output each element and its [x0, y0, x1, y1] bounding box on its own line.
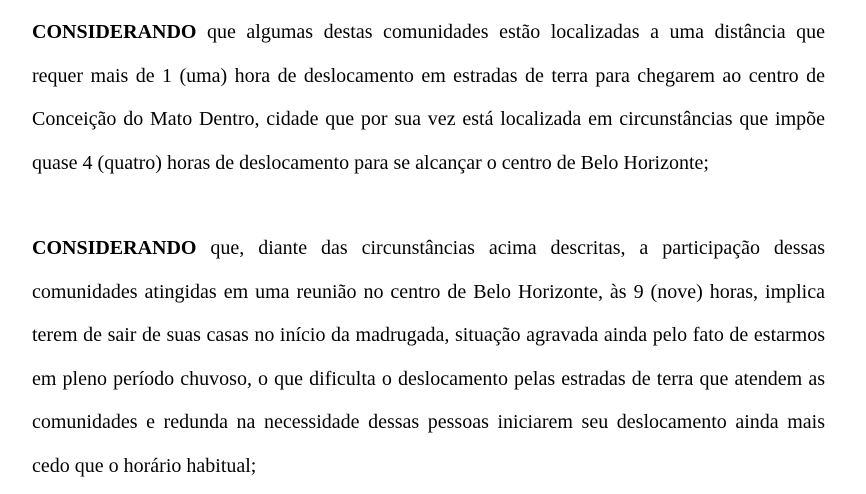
paragraph-2 — [32, 227, 825, 488]
paragraph-1-text: que algumas destas comunidades estão localizadas a uma distância que requer mais de 1 (uma) hora de deslocamento em estradas de terra para chegarem ao centro de Conceição do Mato Dentro, cidade que por sua vez está localizada em circunstâncias que impõe quase 4 (quatro) horas de deslocamento para se alcançar o centro de Belo Horizonte; — [32, 21, 825, 174]
paragraph-1 — [32, 11, 825, 185]
document-page — [32, 11, 825, 488]
paragraph-1-keyword: CONSIDERANDO — [32, 21, 197, 43]
paragraph-2-text: que, diante das circunstâncias acima descritas, a participação dessas comunidades atingidas em uma reunião no centro de Belo Horizonte, às 9 (nove) horas, implica terem de sair de suas casas no início da madrugada, situação agravada ainda pelo fato de estarmos em pleno período chuvoso, o que dificulta o deslocamento pelas estradas de terra que atendem as comunidades e redunda na necessidade dessas pessoas iniciarem seu deslocamento ainda mais cedo que o horário habitual; — [32, 237, 825, 477]
paragraph-2-keyword: CONSIDERANDO — [32, 237, 197, 259]
